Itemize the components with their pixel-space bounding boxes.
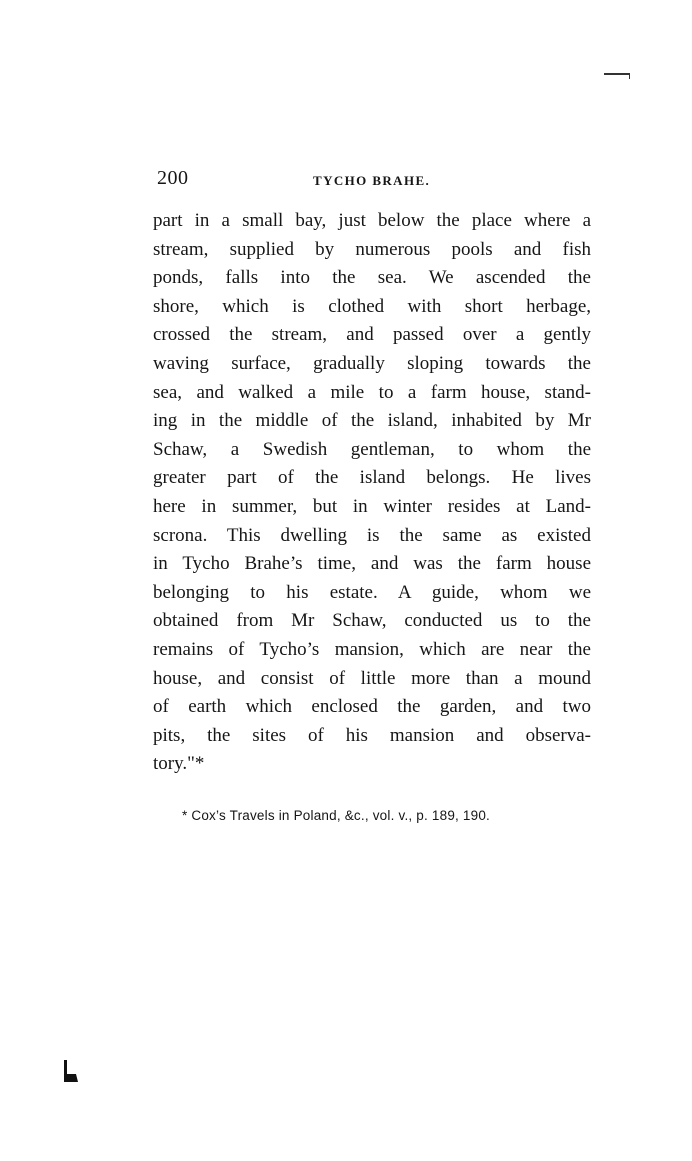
page-corner-mark: [604, 73, 630, 75]
text-line: greater part of the island belongs. He lives: [153, 467, 591, 489]
text-line: crossed the stream, and passed over a gently: [153, 324, 591, 346]
text-line: ing in the middle of the island, inhabited by Mr: [153, 410, 591, 432]
text-line: stream, supplied by numerous pools and fish: [153, 238, 591, 260]
text-line: of earth which enclosed the garden, and two: [153, 696, 591, 718]
text-line-last: tory."*: [153, 753, 205, 775]
text-line: shore, which is clothed with short herbage,: [153, 295, 591, 317]
page-number: 200: [157, 167, 189, 189]
text-line: obtained from Mr Schaw, conducted us to the: [153, 610, 591, 632]
text-line: ponds, falls into the sea. We ascended the: [153, 267, 591, 289]
text-line: sea, and walked a mile to a farm house, stand-: [153, 381, 591, 403]
text-line: house, and consist of little more than a mound: [153, 667, 591, 689]
footnote: * Cox’s Travels in Poland, &c., vol. v., p. 189, 190.: [182, 808, 491, 823]
text-line: part in a small bay, just below the place where a: [153, 210, 591, 231]
text-line: in Tycho Brahe’s time, and was the farm house: [153, 553, 591, 575]
text-line: belonging to his estate. A guide, whom we: [153, 581, 591, 603]
running-head: TYCHO BRAHE.: [313, 173, 431, 188]
page-edge-mark: [62, 1060, 80, 1082]
text-line: here in summer, but in winter resides at Land-: [153, 495, 591, 517]
text-line: remains of Tycho’s mansion, which are near the: [153, 638, 591, 660]
text-line: pits, the sites of his mansion and observa-: [153, 724, 591, 746]
text-line: waving surface, gradually sloping towards the: [153, 352, 591, 374]
text-line: scrona. This dwelling is the same as existed: [153, 524, 591, 546]
text-line: Schaw, a Swedish gentleman, to whom the: [153, 438, 591, 460]
body-text: [153, 207, 591, 779]
